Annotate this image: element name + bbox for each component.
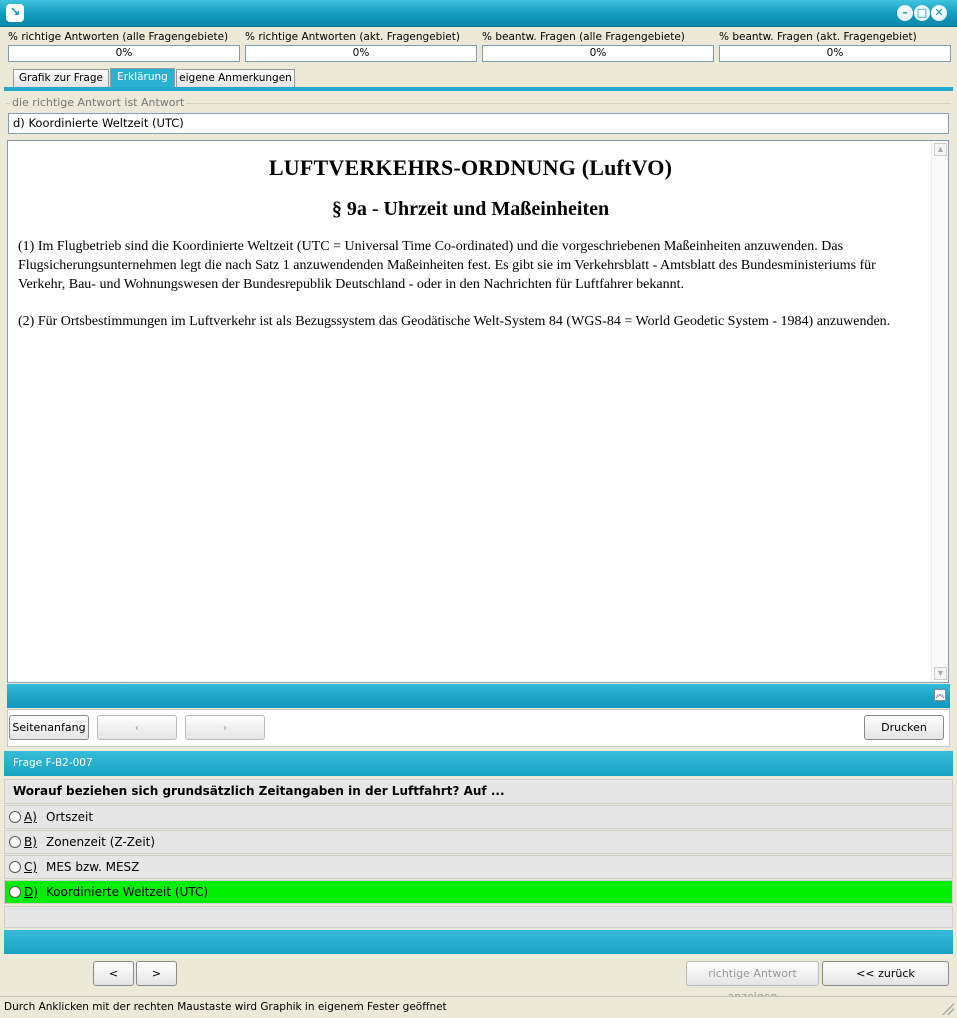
option-text: MES bzw. MESZ bbox=[46, 860, 140, 874]
explanation-document[interactable] bbox=[7, 140, 949, 683]
minimize-icon[interactable]: – bbox=[897, 5, 913, 21]
document-scrollbar[interactable] bbox=[931, 141, 948, 682]
question-navigation bbox=[4, 956, 953, 992]
prev-question-button[interactable]: < bbox=[93, 961, 134, 986]
document-content bbox=[8, 141, 933, 682]
stat-correct-current bbox=[245, 30, 477, 62]
question-text: Worauf beziehen sich grundsätzlich Zeitangaben in der Luftfahrt? Auf ... bbox=[4, 779, 953, 804]
stat-answered-current bbox=[719, 30, 951, 62]
status-text: Durch Anklicken mit der rechten Maustaste wird Graphik in eigenem Fester geöffnet bbox=[4, 1001, 447, 1013]
option-empty-row bbox=[4, 906, 953, 928]
document-heading: LUFTVERKEHRS-ORDNUNG (LuftVO) bbox=[268, 155, 673, 180]
option-letter: D) bbox=[24, 885, 38, 899]
collapse-icon[interactable]: ︽ bbox=[935, 690, 945, 700]
close-icon[interactable]: ✕ bbox=[931, 5, 947, 21]
scroll-up-icon[interactable]: ▲ bbox=[934, 143, 947, 156]
tab-strip bbox=[4, 87, 953, 91]
radio-icon[interactable] bbox=[9, 836, 21, 848]
option-text: Ortszeit bbox=[46, 810, 94, 824]
stat-progress-bar: 0% bbox=[8, 45, 240, 62]
page-prev-button[interactable]: ‹ bbox=[97, 715, 177, 740]
show-answer-button[interactable]: richtige Antwort bbox=[686, 961, 819, 986]
option-d[interactable] bbox=[4, 880, 953, 904]
next-question-button[interactable]: > bbox=[136, 961, 177, 986]
status-bar bbox=[0, 996, 957, 1018]
page-next-button[interactable]: › bbox=[185, 715, 265, 740]
title-bar bbox=[0, 0, 957, 27]
option-letter: B) bbox=[24, 835, 37, 849]
stat-label: % richtige Antworten (alle Fragengebiete) bbox=[8, 31, 229, 43]
group-legend: die richtige Antwort ist Antwort bbox=[12, 96, 185, 109]
stat-progress-bar: 0% bbox=[245, 45, 477, 62]
page-top-button[interactable]: Seitenanfang bbox=[9, 715, 89, 740]
radio-icon[interactable] bbox=[9, 811, 21, 823]
stat-label: % beantw. Fragen (alle Fragengebiete) bbox=[482, 31, 685, 43]
correct-answer-group bbox=[6, 96, 951, 136]
bottom-separator bbox=[4, 930, 953, 954]
stat-progress-bar: 0% bbox=[482, 45, 714, 62]
option-letter: C) bbox=[24, 860, 38, 874]
app-arrow-icon[interactable]: ↘ bbox=[6, 4, 24, 22]
document-paragraph: (2) Für Ortsbestimmungen im Luftverkehr ist als Bezugssystem das Geodätische Welt-System 84 (WGS-84 = World Geodetic System - 1984) anzuwenden. bbox=[18, 314, 891, 329]
stat-correct-all bbox=[8, 30, 240, 62]
option-letter: A) bbox=[24, 810, 37, 824]
statistics-panel bbox=[0, 28, 957, 68]
tab-anmerkungen[interactable]: eigene Anmerkungen bbox=[176, 69, 295, 88]
resize-grip-icon[interactable] bbox=[942, 1003, 954, 1015]
option-text: Koordinierte Weltzeit (UTC) bbox=[46, 885, 209, 899]
stat-label: % beantw. Fragen (akt. Fragengebiet) bbox=[719, 31, 917, 43]
option-b[interactable] bbox=[4, 830, 953, 854]
option-a[interactable] bbox=[4, 805, 953, 829]
tab-erklaerung[interactable]: Erklärung bbox=[110, 68, 175, 88]
option-text: Zonenzeit (Z-Zeit) bbox=[46, 835, 156, 849]
print-button[interactable]: Drucken bbox=[864, 715, 944, 740]
question-id: Frage F-B2-007 bbox=[4, 751, 953, 776]
option-c[interactable] bbox=[4, 855, 953, 879]
radio-icon[interactable] bbox=[9, 861, 21, 873]
scroll-down-icon[interactable]: ▼ bbox=[934, 667, 947, 680]
correct-answer-field[interactable]: d) Koordinierte Weltzeit (UTC) bbox=[8, 113, 949, 134]
stat-label: % richtige Antworten (akt. Fragengebiet) bbox=[245, 31, 460, 43]
stat-answered-all bbox=[482, 30, 714, 62]
stat-progress-bar: 0% bbox=[719, 45, 951, 62]
document-paragraph: (1) Im Flugbetrieb sind die Koordinierte Weltzeit (UTC = Universal Time Co-ordinated) und die vorgeschriebenen Maßeinheiten anzuwenden. Das Flugsicherungsunternehmen legt die nach Satz 1 anzuwendenden Maßeinheiten fest. Es gibt sie im Verkehrsblatt - Amtsblatt des Bundesministeriums für Verkehr, Bau- und Wohnungswesen der Bundesrepublik Deutschland - oder in den Nachrichten für Luftfahrer bekannt. bbox=[18, 239, 876, 292]
back-button[interactable]: << zurück bbox=[822, 961, 949, 986]
radio-icon[interactable] bbox=[9, 886, 21, 898]
tab-grafik[interactable]: Grafik zur Frage bbox=[13, 69, 109, 88]
document-navigation bbox=[7, 709, 950, 747]
document-subheading: § 9a - Uhrzeit und Maßeinheiten bbox=[331, 198, 610, 220]
collapse-bar bbox=[7, 684, 950, 708]
maximize-icon[interactable]: □ bbox=[914, 5, 930, 21]
